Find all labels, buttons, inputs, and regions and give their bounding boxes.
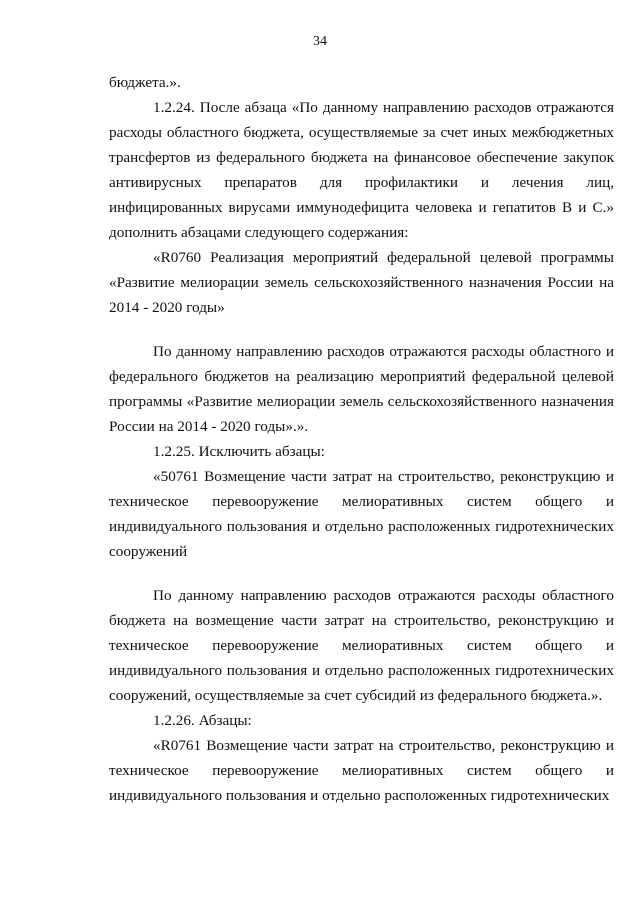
paragraph-r0760-title: «R0760 Реализация мероприятий федеральной целевой программы «Развитие мелиорации земель сельскохозяйственного назначения России на 2014 - 2020 годы» (109, 249, 614, 316)
paragraph-50761-description: По данному направлению расходов отражаются расходы областного бюджета на возмещение части затрат на строительство, реконструкцию и техническое перевооружение мелиоративных систем общего и индивидуального пользования и отдельно расположенных гидротехнических сооружений, осуществляемые за счет субсидий из федерального бюджета.». (109, 587, 614, 704)
document-body (109, 70, 614, 808)
page-number: 34 (313, 34, 327, 49)
paragraph-50761-title: «50761 Возмещение части затрат на строительство, реконструкцию и техническое перевооружение мелиоративных систем общего и индивидуального пользования и отдельно расположенных гидротехнических сооружений (109, 468, 614, 560)
paragraph-r0761-title: «R0761 Возмещение части затрат на строительство, реконструкцию и техническое перевооружение мелиоративных систем общего и индивидуального пользования и отдельно расположенных гидротехнических (109, 737, 614, 804)
paragraph-budget-end: бюджета.». (109, 74, 181, 91)
paragraph-clause-1-2-26: 1.2.26. Абзацы: (153, 712, 252, 729)
paragraph-clause-1-2-24: 1.2.24. После абзаца «По данному направлению расходов отражаются расходы областного бюджета, осуществляемые за счет иных межбюджетных трансфертов из федерального бюджета на финансовое обеспечение закупок антивирусных препаратов для профилактики и лечения лиц, инфицированных вирусами иммунодефицита человека и гепатитов В и С.» дополнить абзацами следующего содержания: (109, 99, 614, 241)
paragraph-clause-1-2-25: 1.2.25. Исключить абзацы: (153, 443, 325, 460)
paragraph-r0760-description: По данному направлению расходов отражаются расходы областного и федерального бюджетов на реализацию мероприятий федеральной целевой программы «Развитие мелиорации земель сельскохозяйственного назначения России на 2014 - 2020 годы».». (109, 343, 614, 435)
